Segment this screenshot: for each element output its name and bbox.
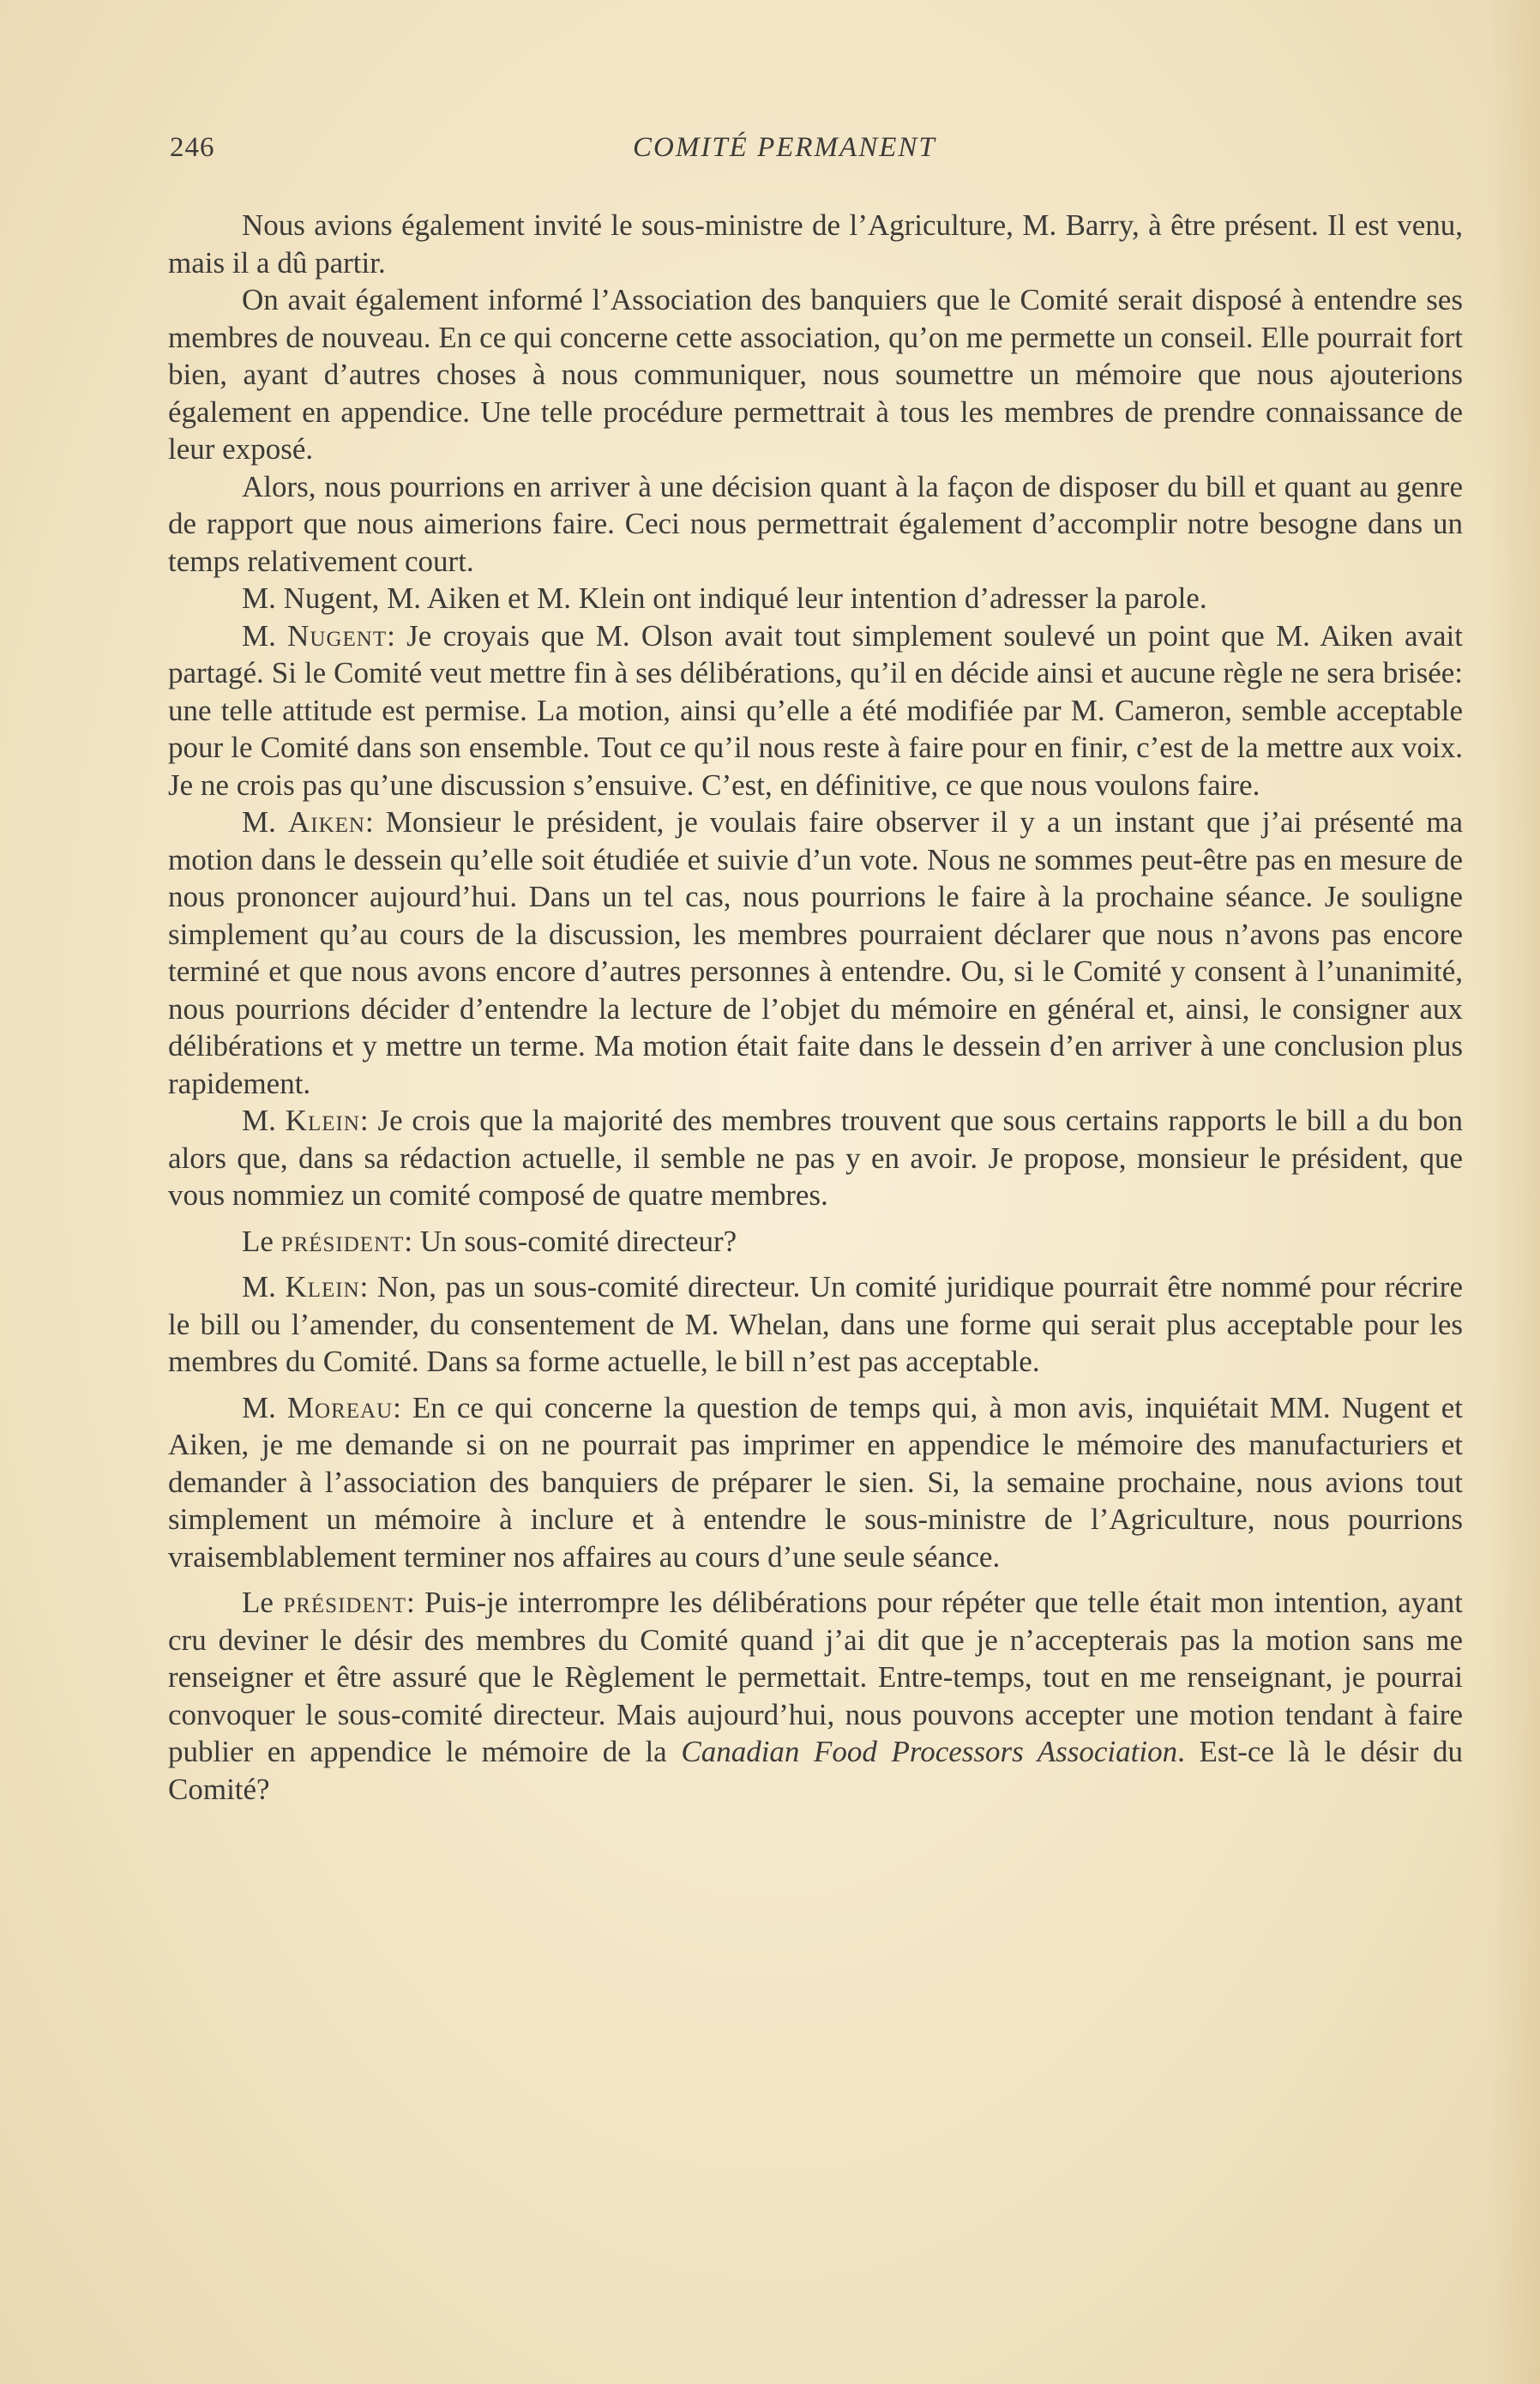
- speaker-name: président: [283, 1586, 407, 1619]
- paragraph: On avait également informé l’Association des banquiers que le Comité serait disposé à entendre ses membres de nouveau. En ce qui concerne cette association, qu’on me permette un conseil. Elle pourrait fort bien, ayant d’autres choses à nous communiquer, nous soumettre un mémoire que nous ajouterions également en appendice. Une telle procédure permettrait à tous les membres de prendre connaissance de leur exposé.: [168, 283, 1463, 466]
- page-number: 246: [170, 132, 215, 163]
- speaker-name: Moreau: [286, 1390, 394, 1424]
- speaker-name: Aiken: [287, 805, 365, 839]
- speaker-name: Nugent: [287, 618, 388, 653]
- speech-nugent: M. Nugent: Je croyais que M. Olson avait tout simplement soulevé un point que M. Aiken avait partagé. Si le Comité veut mettre fin à ses délibérations, qu’il en décide ainsi et aucune règle ne sera brisée: une telle attitude est permise. La motion, ainsi qu’elle a été modifiée par M. Cameron, semble acceptable pour le Comité dans son ensemble. Tout ce qu’il nous reste à faire pour en finir, c’est de la mettre aux voix. Je ne crois pas qu’une discussion s’ensuive. C’est, en définitive, ce que nous voulons faire.: [168, 618, 1463, 802]
- page-header: [170, 132, 1456, 170]
- speaker-name: Klein: [285, 1270, 360, 1303]
- paragraph: Alors, nous pourrions en arriver à une décision quant à la façon de disposer du bill et quant au genre de rapport que nous aimerions faire. Ceci nous permettrait également d’accomplir notre besogne dans un temps relativement court.: [168, 469, 1463, 578]
- speech-klein: M. Klein: Non, pas un sous-comité directeur. Un comité juridique pourrait être nommé pour récrire le bill ou l’amender, du consentement de M. Whelan, dans une forme qui serait plus acceptable pour les membres du Comité. Dans sa forme actuelle, le bill n’est pas acceptable.: [168, 1270, 1463, 1378]
- paragraph: M. Nugent, M. Aiken et M. Klein ont indiqué leur intention d’adresser la parole.: [242, 581, 1207, 615]
- page-edge-shading: [1489, 0, 1540, 2384]
- speaker-name: Klein: [285, 1104, 360, 1137]
- speech-moreau: M. Moreau: En ce qui concerne la question de temps qui, à mon avis, inquiétait MM. Nugent et Aiken, je me demande si on ne pourrait pas imprimer en appendice le mémoire des manufacturiers et demander à l’association des banquiers de préparer le sien. Si, la semaine prochaine, nous avions tout simplement un mémoire à inclure et à entendre le sous-ministre de l’Agriculture, nous pourrions vraisemblablement terminer nos affaires au cours d’une seule séance.: [168, 1390, 1463, 1574]
- body-text: [168, 207, 1463, 1808]
- speech-aiken: M. Aiken: Monsieur le président, je voulais faire observer il y a un instant que j’ai présenté ma motion dans le dessein qu’elle soit étudiée et suivie d’un vote. Nous ne sommes peut-être pas en mesure de nous prononcer aujourd’hui. Dans un tel cas, nous pourrions le faire à la prochaine séance. Je souligne simplement qu’au cours de la discussion, les membres pourraient déclarer que nous n’avons pas encore terminé et que nous avons encore d’autres personnes à entendre. Ou, si le Comité y consent à l’unanimité, nous pourrions décider d’entendre la lecture de l’objet du mémoire en général et, ainsi, le consigner aux délibérations et y mettre un terme. Ma motion était faite dans le dessein d’en arriver à une conclusion plus rapidement.: [168, 805, 1463, 1100]
- organization-name: Canadian Food Processors Association: [681, 1735, 1178, 1768]
- running-head: COMITÉ PERMANENT: [633, 132, 936, 163]
- speech-klein: M. Klein: Je crois que la majorité des membres trouvent que sous certains rapports le bill a du bon alors que, dans sa rédaction actuelle, il semble ne pas y en avoir. Je propose, monsieur le président, que vous nommiez un comité composé de quatre membres.: [168, 1104, 1463, 1212]
- speech-president: Le président: Un sous-comité directeur?: [242, 1224, 737, 1258]
- paragraph: Nous avions également invité le sous-ministre de l’Agriculture, M. Barry, à être présent. Il est venu, mais il a dû partir.: [168, 208, 1463, 280]
- speech-president: Le président: Puis-je interrompre les délibérations pour répéter que telle était mon intention, ayant cru deviner le désir des membres du Comité quand j’ai dit que je n’accepterais pas la motion sans me renseigner et être assuré que le Règlement le permettait. Entre-temps, tout en me renseignant, je pourrai convoquer le sous-comité directeur. Mais aujourd’hui, nous pouvons accepter une motion tendant à faire publier en appendice le mémoire de la Canadian Food Processors Association. Est-ce là le désir du Comité?: [168, 1586, 1463, 1806]
- speaker-name: président: [280, 1224, 405, 1258]
